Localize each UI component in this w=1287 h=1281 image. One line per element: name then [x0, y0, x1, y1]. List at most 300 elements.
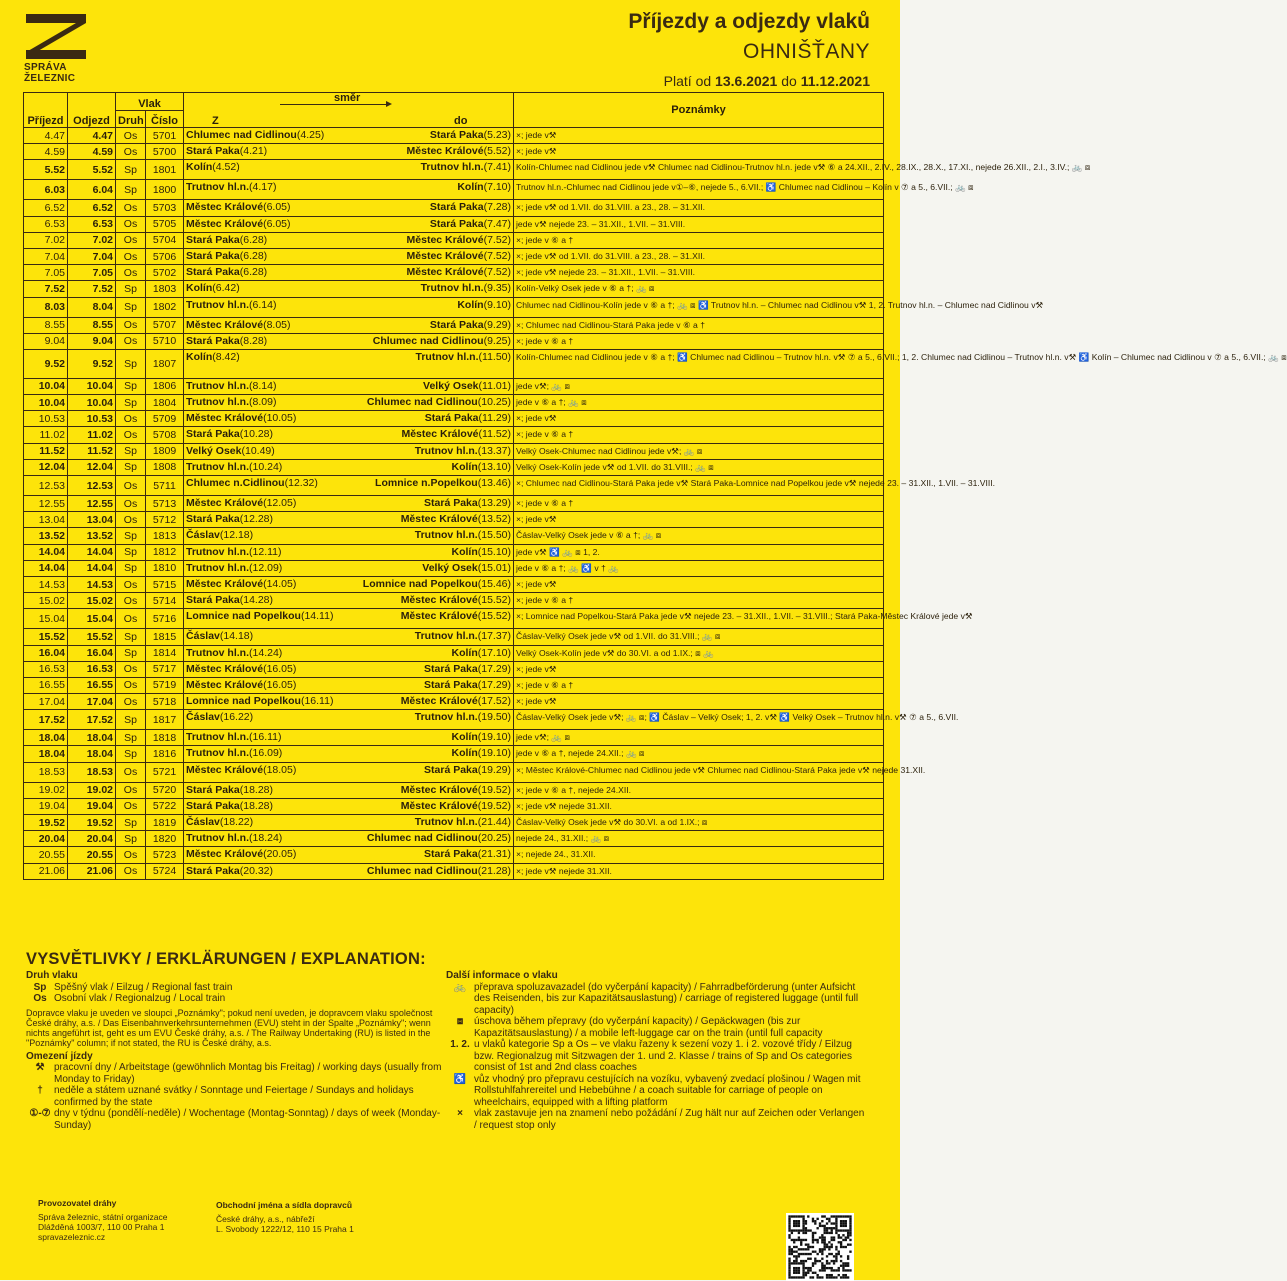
table-row — [24, 459, 884, 475]
origin-time: (12.09) — [249, 561, 283, 574]
train-number: 5718 — [146, 694, 184, 710]
train-type: Sp — [116, 730, 146, 746]
train-type: Os — [116, 200, 146, 216]
destination-time: (7.52) — [483, 266, 512, 279]
table-row — [24, 200, 884, 216]
origin-time: (12.11) — [249, 545, 282, 558]
destination-time-value: 17.29 — [481, 678, 508, 691]
train-type: Os — [116, 847, 146, 863]
train-type: Os — [116, 609, 146, 629]
destination-time: (17.37) — [477, 630, 512, 643]
infra-heading: Provozovatel dráhy — [38, 1198, 117, 1208]
destination-name: Stará Paka — [429, 318, 484, 331]
destination-time: (11.50) — [478, 350, 512, 363]
origin-time-value: 6.05 — [266, 201, 287, 214]
departure-time: 13.52 — [68, 528, 116, 544]
table-row — [24, 831, 884, 847]
destination-time: (21.44) — [477, 816, 512, 828]
train-number: 5703 — [146, 200, 184, 216]
origin-name: Trutnov hl.n. — [186, 545, 250, 558]
origin-name: Stará Paka — [186, 145, 240, 158]
train-number: 1816 — [146, 746, 184, 762]
origin-time-value: 10.24 — [252, 460, 279, 473]
col-train: Vlak — [116, 93, 184, 111]
origin-time-value: 8.09 — [252, 396, 273, 409]
departure-time: 7.04 — [68, 248, 116, 264]
train-notes: Čáslav-Velký Osek jede v ⑥ a †; 🚲 ⧈ — [514, 528, 884, 544]
train-type: Sp — [116, 831, 146, 847]
type-text: Spěšný vlak / Eilzug / Regional fast train — [54, 981, 233, 993]
table-row — [24, 297, 884, 317]
origin-station — [186, 461, 282, 473]
origin-name: Trutnov hl.n. — [186, 561, 250, 574]
destination-station — [415, 815, 511, 829]
origin-time: (12.18) — [219, 529, 254, 542]
col-direction — [184, 93, 514, 128]
destination-station — [401, 593, 511, 607]
origin-station — [186, 282, 240, 294]
destination-station — [415, 444, 511, 458]
route — [184, 677, 514, 693]
destination-time-value: 15.10 — [481, 545, 508, 558]
destination-time: (19.29) — [477, 763, 512, 776]
logo — [24, 14, 94, 84]
destination-time: (9.10) — [483, 298, 512, 311]
train-notes: Kolín-Velký Osek jede v ⑥ a †; 🚲 ⧈ — [514, 281, 884, 297]
destination-time-value: 7.47 — [487, 217, 508, 230]
info-text: vlak zastavuje jen na znamení nebo požádání / Zug hält nur auf Zeichen oder Verlangen / request stop only — [474, 1108, 865, 1131]
destination-name: Městec Králové — [400, 594, 478, 607]
departure-time: 12.53 — [68, 476, 116, 496]
origin-time-value: 16.11 — [304, 695, 330, 708]
route — [184, 593, 514, 609]
origin-name: Kolín — [186, 161, 213, 174]
legend-bicycle — [446, 982, 866, 1017]
train-number: 5700 — [146, 144, 184, 160]
route — [184, 317, 514, 333]
origin-station — [186, 161, 240, 173]
origin-station — [186, 335, 267, 347]
arrival-time: 9.52 — [24, 349, 68, 378]
table-row — [24, 629, 884, 645]
origin-time-value: 4.52 — [215, 161, 237, 174]
destination-time: (19.52) — [477, 783, 512, 796]
train-type: Os — [116, 863, 146, 879]
destination-name: Trutnov hl.n. — [414, 444, 478, 457]
info-text: úschova během přepravy (do vyčerpání kapacity) / Gepäckwagen (bis zur Kapazitätsauslastung) / a mobile left-luggage car on the train (until full capacity — [474, 1016, 823, 1039]
valid-to: 11.12.2021 — [800, 73, 870, 89]
route — [184, 496, 514, 512]
origin-time-value: 4.21 — [243, 145, 264, 158]
arrival-time: 19.04 — [24, 798, 68, 814]
col-departure: Odjezd — [68, 93, 116, 128]
destination-name: Trutnov hl.n. — [415, 350, 479, 363]
destination-name: Městec Králové — [401, 428, 479, 441]
train-notes: ×; jede v⚒ nejede 23. – 31.XII., 1.VII. – 31.VIII. — [514, 265, 884, 281]
table-row — [24, 144, 884, 160]
destination-station — [367, 831, 511, 845]
destination-station — [407, 233, 511, 247]
origin-name: Městec Králové — [186, 763, 264, 776]
destination-name: Trutnov hl.n. — [414, 711, 478, 724]
destination-time-value: 15.50 — [481, 529, 508, 542]
departure-time: 14.04 — [68, 560, 116, 576]
origin-time: (18.05) — [263, 763, 297, 776]
origin-time: (14.24) — [249, 646, 283, 659]
destination-time-value: 7.52 — [487, 233, 508, 246]
train-type: Os — [116, 265, 146, 281]
destination-time: (15.52) — [477, 594, 512, 607]
origin-name: Městec Králové — [186, 848, 264, 861]
destination-name: Městec Králové — [400, 513, 478, 526]
train-type: Os — [116, 427, 146, 443]
cross-icon: † — [37, 1085, 43, 1096]
origin-time-value: 16.11 — [252, 731, 279, 744]
train-number: 5707 — [146, 317, 184, 333]
qr-code-icon[interactable] — [786, 1213, 854, 1281]
table-row — [24, 815, 884, 831]
arrival-time: 7.04 — [24, 248, 68, 264]
station-name: OHNIŠŤANY — [742, 40, 870, 63]
destination-station — [451, 730, 511, 744]
arrival-time: 12.53 — [24, 476, 68, 496]
arrival-time: 4.47 — [24, 128, 68, 144]
train-number: 1800 — [146, 180, 184, 200]
infra-line: Správa železnic, státní organizace — [38, 1212, 168, 1222]
destination-time: (15.10) — [477, 545, 512, 558]
table-row — [24, 798, 884, 814]
logo-line-2: ŽELEZNIC — [24, 73, 76, 84]
destination-time: (10.25) — [477, 396, 512, 409]
table-row — [24, 730, 884, 746]
origin-time: (4.21) — [239, 145, 268, 158]
train-type: Os — [116, 216, 146, 232]
train-type: Os — [116, 576, 146, 592]
wheelchair-icon: ♿ — [453, 1073, 467, 1085]
origin-time-value: 6.28 — [243, 266, 264, 279]
destination-name: Městec Králové — [400, 799, 478, 812]
departure-time: 19.02 — [68, 782, 116, 798]
destination-time: (7.10) — [483, 181, 512, 194]
train-notes: jede v⚒ ♿ 🚲 ⧈ 1, 2. — [514, 544, 884, 560]
train-number: 1808 — [146, 459, 184, 475]
destination-time: (13.46) — [477, 477, 512, 489]
train-type: Sp — [116, 395, 146, 411]
destination-time: (13.29) — [477, 497, 512, 509]
destination-time: (9.25) — [483, 334, 512, 347]
train-notes: ×; jede v ⑥ a † — [514, 232, 884, 248]
train-type: Os — [116, 694, 146, 710]
destination-time: (11.52) — [478, 428, 512, 441]
origin-name: Městec Králové — [186, 412, 264, 425]
destination-name: Lomnice n.Popelkou — [375, 477, 478, 489]
destination-station — [401, 783, 511, 797]
train-number: 1801 — [146, 160, 184, 180]
carrier-line: L. Svobody 1222/12, 110 15 Praha 1 — [216, 1224, 354, 1234]
arrival-time: 19.02 — [24, 782, 68, 798]
route — [184, 560, 514, 576]
legend-request-stop — [446, 1108, 866, 1131]
train-number: 5716 — [146, 609, 184, 629]
origin-name: Městec Králové — [186, 662, 264, 675]
destination-name: Kolín — [457, 298, 484, 311]
destination-station — [424, 763, 511, 777]
origin-station — [186, 529, 253, 541]
arrival-time: 10.53 — [24, 411, 68, 427]
destination-name: Chlumec nad Cidlinou — [372, 334, 484, 347]
origin-time-value: 8.28 — [243, 334, 264, 347]
origin-time: (18.24) — [249, 832, 283, 845]
destination-time: (7.52) — [483, 233, 512, 246]
destination-time-value: 7.52 — [487, 249, 508, 262]
departure-time: 6.53 — [68, 216, 116, 232]
arrival-time: 6.52 — [24, 200, 68, 216]
train-type: Sp — [116, 544, 146, 560]
train-notes: ×; jede v ⑥ a † — [514, 496, 884, 512]
destination-time-value: 5.23 — [487, 129, 508, 141]
route — [184, 512, 514, 528]
destination-time: (15.46) — [477, 577, 512, 590]
origin-name: Trutnov hl.n. — [186, 832, 250, 845]
origin-station — [186, 594, 273, 606]
departure-time: 7.02 — [68, 232, 116, 248]
destination-name: Trutnov hl.n. — [414, 630, 478, 643]
train-notes: Velký Osek-Kolín jede v⚒ do 30.VI. a od 1.IX.; ⧈ 🚲 — [514, 645, 884, 661]
route — [184, 863, 514, 879]
arrival-time: 10.04 — [24, 395, 68, 411]
destination-name: Stará Paka — [424, 497, 478, 509]
destination-time-value: 5.52 — [487, 145, 508, 158]
destination-time-value: 15.46 — [481, 577, 508, 590]
destination-name: Kolín — [457, 181, 484, 194]
destination-time: (7.41) — [483, 161, 512, 174]
train-type-heading: Druh vlaku — [26, 970, 78, 981]
origin-time-value: 16.05 — [266, 678, 293, 691]
train-number: 5709 — [146, 411, 184, 427]
carrier-heading: Obchodní jména a sídla dopravců — [216, 1200, 353, 1210]
destination-time: (19.52) — [477, 799, 512, 812]
arrival-time: 8.03 — [24, 297, 68, 317]
destination-name: Trutnov hl.n. — [414, 816, 478, 828]
origin-time-value: 8.05 — [266, 318, 287, 331]
destination-name: Kolín — [451, 747, 478, 760]
origin-name: Stará Paka — [186, 266, 240, 279]
train-type: Os — [116, 411, 146, 427]
origin-time-value: 12.11 — [252, 545, 279, 558]
route — [184, 349, 514, 378]
arrival-time: 8.55 — [24, 317, 68, 333]
train-type: Sp — [116, 160, 146, 180]
arrival-time: 7.02 — [24, 232, 68, 248]
origin-name: Čáslav — [186, 630, 220, 643]
destination-time: (13.37) — [477, 444, 512, 457]
table-row — [24, 180, 884, 200]
destination-time-value: 21.31 — [481, 848, 508, 861]
origin-name: Městec Králové — [186, 201, 264, 214]
origin-time-value: 14.05 — [266, 577, 293, 590]
legend-type-sp — [26, 982, 446, 994]
route — [184, 847, 514, 863]
origin-station — [186, 351, 240, 363]
destination-station — [415, 528, 511, 542]
arrival-time: 15.52 — [24, 629, 68, 645]
destination-time: (21.31) — [477, 848, 512, 861]
legend-weekdays — [26, 1108, 446, 1131]
origin-station — [186, 129, 324, 141]
arrival-time: 17.52 — [24, 710, 68, 730]
origin-time: (10.05) — [263, 412, 297, 425]
destination-name: Městec Králové — [400, 695, 478, 708]
origin-time-value: 6.42 — [215, 282, 237, 295]
origin-station — [186, 145, 267, 157]
origin-time-value: 14.11 — [304, 610, 330, 623]
train-number: 1802 — [146, 297, 184, 317]
departure-time: 4.47 — [68, 128, 116, 144]
destination-time-value: 17.52 — [481, 695, 508, 708]
train-number: 5717 — [146, 661, 184, 677]
arrival-time: 18.04 — [24, 746, 68, 762]
footer-carriers — [216, 1200, 416, 1234]
train-number: 1807 — [146, 349, 184, 378]
origin-station — [186, 412, 296, 424]
destination-station — [430, 318, 511, 332]
table-row — [24, 281, 884, 297]
destination-station — [424, 662, 511, 676]
destination-station — [421, 160, 511, 174]
origin-station — [186, 428, 273, 440]
departure-time: 18.53 — [68, 762, 116, 782]
legend-type-os — [26, 993, 446, 1005]
destination-name: Chlumec nad Cidlinou — [366, 864, 478, 877]
origin-time: (6.28) — [239, 266, 268, 279]
train-type: Os — [116, 333, 146, 349]
destination-time: (19.10) — [477, 731, 512, 744]
origin-time: (16.05) — [263, 662, 297, 675]
train-number: 5724 — [146, 863, 184, 879]
train-type: Sp — [116, 746, 146, 762]
origin-time-value: 8.14 — [252, 379, 273, 392]
train-notes: ×; Chlumec nad Cidlinou-Stará Paka jede v⚒ Stará Paka-Lomnice nad Popelkou jede v⚒ nejede 23. – 31.XII., 1.VII. – 31.VIII. — [514, 476, 884, 496]
origin-time-value: 6.05 — [266, 217, 287, 230]
destination-station — [422, 561, 511, 575]
destination-name: Kolín — [451, 460, 478, 473]
destination-station — [424, 496, 511, 510]
arrival-time: 6.03 — [24, 180, 68, 200]
arrival-time: 16.53 — [24, 661, 68, 677]
destination-time: (15.01) — [477, 561, 512, 574]
train-number: 5702 — [146, 265, 184, 281]
destination-time: (13.52) — [477, 513, 512, 526]
departure-time: 12.04 — [68, 459, 116, 475]
origin-name: Chlumec n.Cidlinou — [186, 477, 285, 489]
train-type: Os — [116, 317, 146, 333]
legend-left — [26, 970, 446, 1131]
origin-station — [186, 513, 273, 525]
route — [184, 378, 514, 394]
destination-time-value: 20.25 — [481, 832, 508, 845]
train-notes: ×; jede v⚒ — [514, 144, 884, 160]
train-number: 1804 — [146, 395, 184, 411]
table-row — [24, 694, 884, 710]
origin-name: Městec Králové — [186, 217, 264, 230]
origin-time-value: 18.05 — [266, 763, 293, 776]
departure-time: 14.53 — [68, 576, 116, 592]
table-row — [24, 593, 884, 609]
departure-time: 7.05 — [68, 265, 116, 281]
route — [184, 661, 514, 677]
destination-name: Chlumec nad Cidlinou — [366, 832, 478, 845]
departure-time: 16.55 — [68, 677, 116, 693]
train-type: Os — [116, 512, 146, 528]
origin-name: Stará Paka — [186, 233, 240, 246]
destination-name: Městec Králové — [406, 266, 484, 279]
destination-name: Velký Osek — [422, 561, 478, 574]
destination-time: (15.52) — [477, 610, 512, 623]
arrival-time: 13.04 — [24, 512, 68, 528]
table-row — [24, 427, 884, 443]
departure-time: 14.04 — [68, 544, 116, 560]
destination-name: Městec Králové — [406, 249, 484, 262]
destination-time: (21.28) — [477, 864, 512, 877]
destination-name: Stará Paka — [424, 662, 478, 675]
train-type: Os — [116, 232, 146, 248]
origin-time-value: 10.28 — [243, 428, 270, 441]
col-type: Druh — [116, 111, 146, 128]
destination-name: Městec Králové — [400, 783, 478, 796]
destination-station — [424, 678, 511, 692]
train-notes: Trutnov hl.n.-Chlumec nad Cidlinou jede v①–⑥, nejede 5., 6.VII.; ♿ Chlumec nad Cidlinou – Kolín v ⑦ a 5., 6.VII.; 🚲 ⧈ — [514, 180, 884, 200]
table-row — [24, 265, 884, 281]
train-number: 5712 — [146, 512, 184, 528]
destination-time: (17.52) — [477, 695, 512, 708]
table-row — [24, 128, 884, 144]
destination-time-value: 15.52 — [481, 594, 508, 607]
restriction-text: dny v týdnu (pondělí-neděle) / Wochentage (Montag-Sonntag) / days of week (Monday-Sunday) — [54, 1108, 441, 1131]
table-row — [24, 661, 884, 677]
origin-station — [186, 695, 333, 707]
origin-time-value: 6.28 — [243, 233, 264, 246]
origin-station — [186, 816, 253, 828]
train-type: Os — [116, 496, 146, 512]
departure-time: 16.53 — [68, 661, 116, 677]
destination-time-value: 13.37 — [481, 444, 508, 457]
table-row — [24, 411, 884, 427]
origin-name: Stará Paka — [186, 249, 240, 262]
origin-time: (6.28) — [239, 249, 268, 262]
departure-time: 17.04 — [68, 694, 116, 710]
table-row — [24, 248, 884, 264]
departure-time: 11.02 — [68, 427, 116, 443]
train-notes: jede v ⑥ a †; 🚲 ⧈ — [514, 395, 884, 411]
destination-time: (7.52) — [483, 249, 512, 262]
origin-name: Městec Králové — [186, 678, 264, 691]
route — [184, 694, 514, 710]
departure-time: 18.04 — [68, 746, 116, 762]
destination-station — [416, 350, 512, 364]
destination-time-value: 13.46 — [481, 477, 508, 489]
train-notes: ×; Lomnice nad Popelkou-Stará Paka jede v⚒ nejede 23. – 31.XII., 1.VII. – 31.VIII.; Stará Paka-Městec Králové jede v⚒ — [514, 609, 884, 629]
direction-arrow-icon — [280, 104, 390, 105]
origin-name: Čáslav — [186, 816, 220, 828]
train-number: 5720 — [146, 782, 184, 798]
train-number: 1819 — [146, 815, 184, 831]
origin-station — [186, 380, 276, 392]
origin-time: (8.09) — [249, 396, 277, 409]
table-row — [24, 216, 884, 232]
train-number: 1809 — [146, 443, 184, 459]
destination-time-value: 9.35 — [487, 282, 508, 295]
train-number: 1818 — [146, 730, 184, 746]
